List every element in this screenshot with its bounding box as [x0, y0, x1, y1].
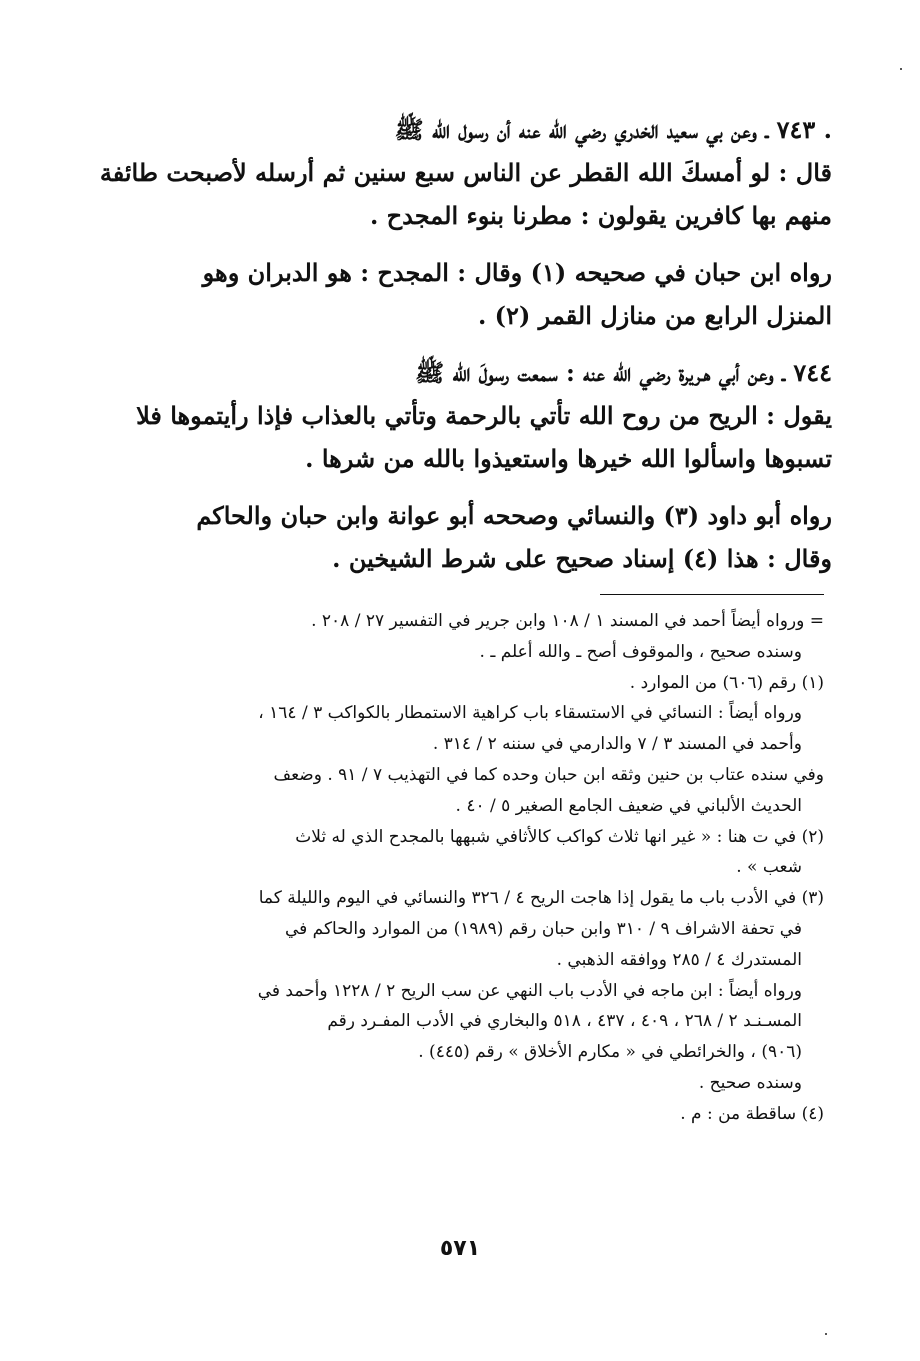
footnote-continuation-line-1: = ورواه أيضاً أحمد في المسند ١ / ١٠٨ وابن جرير في التفسير ٢٧ / ٢٠٨ . [311, 611, 824, 631]
hadith-744-source-line-1: رواه أبو داود (٣) والنسائي وصححه أبو عوانة وابن حبان والحاكم [196, 501, 832, 530]
footnote-4-line-1: (٤) ساقطة من : م . [680, 1103, 824, 1124]
footnote-3-line-2: في تحفة الاشراف ٩ / ٣١٠ وابن حبان رقم (١٩٨٩) من الموارد والحاكم في [284, 918, 802, 939]
footnote-1-line-3: وأحمد في المسند ٣ / ٧ والدارمي في سننه ٢ / ٣١٤ . [432, 734, 802, 755]
hadith-744-line-1: ٧٤٤ ـ وعن أبي هـريرة رضي الله عنه : سمعت رسولَ الله ﷺ [415, 358, 832, 387]
footnote-3-line-1: (٣) في الأدب باب ما يقول إذا هاجت الريح ٤ / ٣٢٦ والنسائي في اليوم والليلة كما [258, 888, 824, 909]
hadith-743-line-3: منهم بها كافرين يقولون : مطرنا بنوء المجدح . [369, 201, 832, 230]
hadith-744-source-line-2: وقال : هذا (٤) إسناد صحيح على شرط الشيخين . [332, 544, 832, 573]
footnote-2-line-2: شعب » . [736, 857, 802, 878]
footnote-1-line-2: ورواه أيضاً : النسائي في الاستسقاء باب كراهية الاستمطار بالكواكب ٣ / ١٦٤ ، [258, 703, 802, 724]
hadith-743-line-1: . ٧٤٣ ـ وعن بي سعيد الخدري رضي الله عنه أن رسول الله ﷺ [394, 115, 832, 144]
hadith-744-line-3: تسبوها واسألوا الله خيرها واستعيذوا بالله من شرها . [305, 444, 832, 473]
footnote-separator [600, 594, 824, 595]
scan-mark-bottom [825, 1333, 827, 1335]
footnote-continuation-line-2: وسنده صحيح ، والموقوف أصح ـ والله أعلم ـ . [479, 641, 802, 662]
footnote-1-line-5: الحديث الألباني في ضعيف الجامع الصغير ٥ / ٤٠ . [455, 795, 802, 816]
footnotes [94, 606, 824, 1130]
page-number: ٥٧١ [439, 1236, 481, 1261]
footnote-1-line-4: وفي سنده عتاب بن حنين وثقه ابن حبان وحده كما في التهذيب ٧ / ٩١ . وضعف [273, 764, 824, 785]
hadith-743-line-2: قال : لو أمسكَ الله القطر عن الناس سبع سنين ثم أرسله لأصبحت طائفة [99, 158, 832, 187]
main-text [85, 108, 832, 580]
hadith-744-line-2: يقول : الريح من روح الله تأتي بالرحمة وتأتي بالعذاب فإذا رأيتموها فلا [136, 401, 832, 430]
scan-mark [900, 68, 902, 70]
footnote-3-line-6: (٩٠٦) ، والخرائطي في « مكارم الأخلاق » رقم (٤٤٥) . [418, 1042, 802, 1063]
footnote-2-line-1: (٢) في ت هنا : « غير انها ثلاث كواكب كالأثافي شبهها بالمجدح الذي له ثلاث [295, 826, 824, 847]
footnote-3-line-7: وسنده صحيح . [698, 1072, 802, 1093]
footnote-3-line-4: ورواه أيضاً : ابن ماجه في الأدب باب النهي عن سب الريح ٢ / ١٢٢٨ وأحمد في [257, 980, 802, 1001]
footnote-3-line-3: المستدرك ٤ / ٢٨٥ ووافقه الذهبي . [556, 949, 802, 970]
hadith-743-source-line-1: رواه ابن حبان في صحيحه (١) وقال : المجدح : هو الدبران وهو [202, 258, 832, 287]
hadith-743-source-line-2: المنزل الرابع من منازل القمر (٢) . [477, 301, 832, 330]
footnote-1-line-1: (١) رقم (٦٠٦) من الموارد . [629, 672, 824, 693]
footnote-3-line-5: المسـنـد ٢ / ٢٦٨ ، ٤٠٩ ، ٤٣٧ ، ٥١٨ والبخاري في الأدب المفـرد رقم [327, 1011, 802, 1032]
